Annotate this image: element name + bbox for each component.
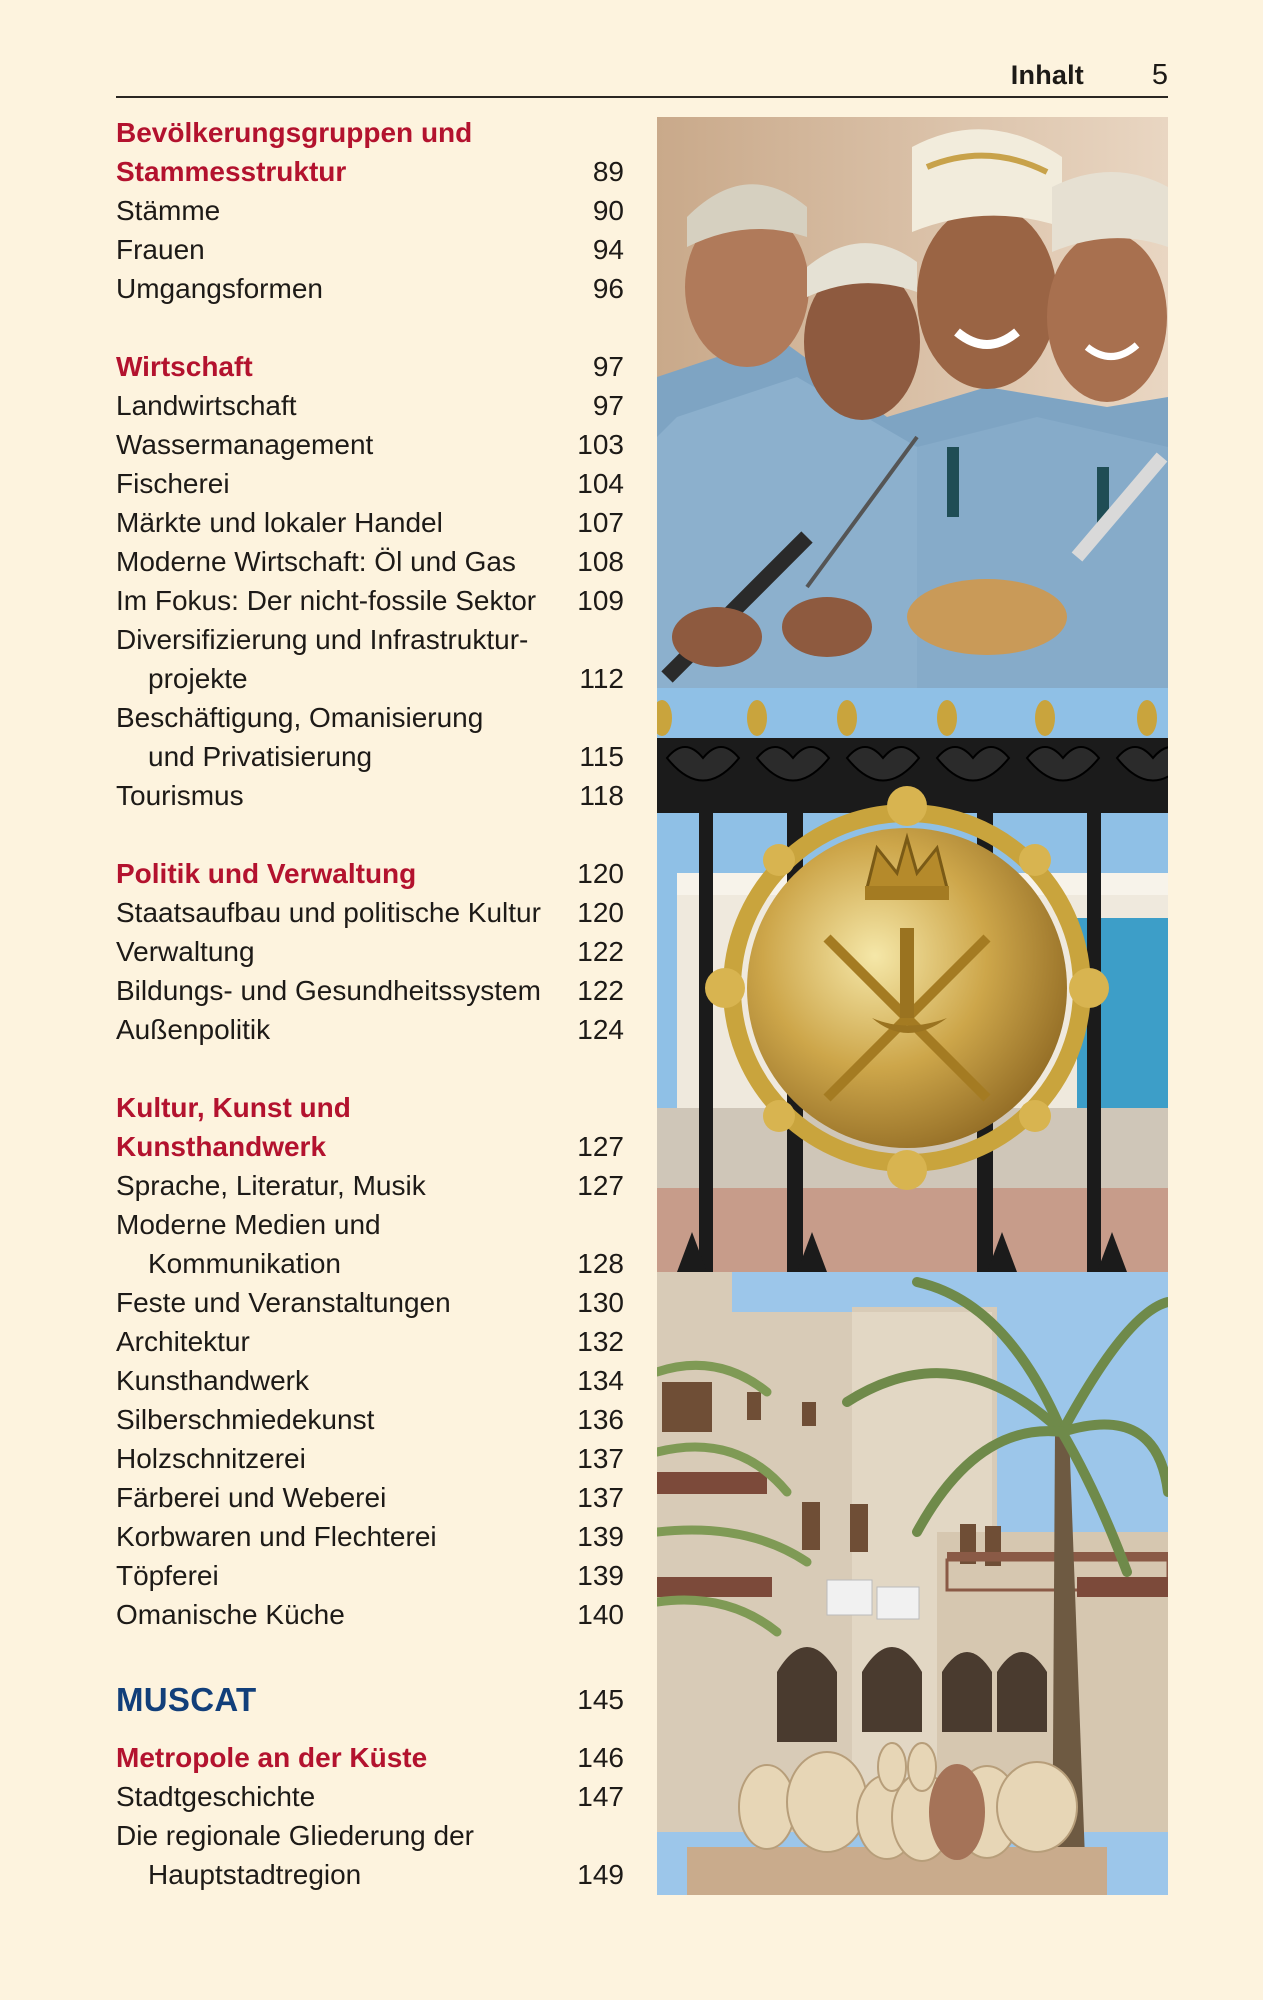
toc-entry[interactable]: Frauen 94 bbox=[116, 230, 624, 269]
toc-section-heading[interactable]: Stammesstruktur 89 bbox=[116, 152, 624, 191]
toc-entry[interactable]: Märkte und lokaler Handel 107 bbox=[116, 503, 624, 542]
toc-section-heading[interactable]: Politik und Verwaltung 120 bbox=[116, 854, 624, 893]
section-gap bbox=[116, 1634, 624, 1674]
running-head-title: Inhalt bbox=[1010, 60, 1084, 90]
toc-entry[interactable]: Architektur 132 bbox=[116, 1322, 624, 1361]
toc-entry[interactable]: Tourismus 118 bbox=[116, 776, 624, 815]
toc-section-heading[interactable]: Bevölkerungsgruppen und bbox=[116, 117, 473, 148]
section-gap bbox=[116, 308, 624, 347]
toc-page-number: 134 bbox=[577, 1365, 624, 1396]
toc-entry[interactable]: Moderne Medien und bbox=[116, 1209, 381, 1240]
toc-entry-continuation[interactable]: und Privatisierung 115 bbox=[116, 737, 624, 776]
toc-page-number: 146 bbox=[577, 1742, 624, 1773]
toc-page-number: 120 bbox=[577, 897, 624, 928]
toc-entry[interactable]: Stämme 90 bbox=[116, 191, 624, 230]
toc-page-number: 103 bbox=[577, 429, 624, 460]
toc-page-number: 128 bbox=[577, 1248, 624, 1279]
photo-omani-men bbox=[657, 117, 1168, 688]
toc-entry[interactable]: Umgangsformen 96 bbox=[116, 269, 624, 308]
toc-entry[interactable]: Fischerei 104 bbox=[116, 464, 624, 503]
toc-entry[interactable]: Feste und Veranstaltungen 130 bbox=[116, 1283, 624, 1322]
photo-palace-gate-emblem bbox=[657, 688, 1168, 1272]
toc-page-number: 140 bbox=[577, 1599, 624, 1630]
table-of-contents bbox=[116, 113, 624, 1894]
photo-gate-illustration bbox=[657, 688, 1168, 1272]
toc-page-number: 96 bbox=[592, 273, 624, 304]
toc-entry[interactable]: Omanische Küche 140 bbox=[116, 1595, 624, 1634]
toc-section-heading[interactable]: Metropole an der Küste 146 bbox=[116, 1738, 624, 1777]
toc-page-number: 89 bbox=[592, 156, 624, 187]
toc-entry[interactable]: Stadtgeschichte 147 bbox=[116, 1777, 624, 1816]
page-number: 5 bbox=[1151, 59, 1168, 91]
toc-entry-continuation[interactable]: projekte 112 bbox=[116, 659, 624, 698]
toc-page-number: 107 bbox=[577, 507, 624, 538]
toc-entry[interactable]: Färberei und Weberei 137 bbox=[116, 1478, 624, 1517]
toc-entry[interactable]: Staatsaufbau und politische Kultur 120 bbox=[116, 893, 624, 932]
toc-entry[interactable]: Die regionale Gliederung der bbox=[116, 1820, 474, 1851]
toc-page-number: 118 bbox=[579, 780, 624, 811]
toc-page-number: 147 bbox=[577, 1781, 624, 1812]
toc-entry[interactable]: Korbwaren und Flechterei 139 bbox=[116, 1517, 624, 1556]
toc-page-number: 90 bbox=[592, 195, 624, 226]
toc-entry[interactable]: Im Fokus: Der nicht-fossile Sektor 109 bbox=[116, 581, 624, 620]
toc-page-number: 139 bbox=[577, 1521, 624, 1552]
photo-souq-illustration bbox=[657, 1272, 1168, 1895]
toc-entry[interactable]: Holzschnitzerei 137 bbox=[116, 1439, 624, 1478]
toc-page-number: 127 bbox=[577, 1170, 624, 1201]
toc-page-number: 145 bbox=[577, 1684, 624, 1715]
toc-page-number: 137 bbox=[577, 1482, 624, 1513]
toc-page-number: 149 bbox=[577, 1859, 624, 1890]
toc-page-number: 124 bbox=[577, 1014, 624, 1045]
toc-page-number: 97 bbox=[592, 390, 624, 421]
toc-entry[interactable]: Außenpolitik 124 bbox=[116, 1010, 624, 1049]
toc-page-number: 122 bbox=[577, 975, 624, 1006]
toc-entry[interactable]: Diversifizierung und Infrastruktur- bbox=[116, 624, 529, 655]
toc-entry[interactable]: Landwirtschaft 97 bbox=[116, 386, 624, 425]
toc-entry[interactable]: Moderne Wirtschaft: Öl und Gas 108 bbox=[116, 542, 624, 581]
toc-entry[interactable]: Kunsthandwerk 134 bbox=[116, 1361, 624, 1400]
toc-page-number: 120 bbox=[577, 858, 624, 889]
toc-page-number: 115 bbox=[579, 741, 624, 772]
toc-page-number: 137 bbox=[577, 1443, 624, 1474]
toc-entry[interactable]: Verwaltung 122 bbox=[116, 932, 624, 971]
toc-entry-continuation[interactable]: Kommunikation 128 bbox=[116, 1244, 624, 1283]
toc-page-number: 112 bbox=[579, 663, 624, 694]
toc-entry[interactable]: Töpferei 139 bbox=[116, 1556, 624, 1595]
toc-section-heading[interactable]: Wirtschaft 97 bbox=[116, 347, 624, 386]
toc-entry[interactable]: Beschäftigung, Omanisierung bbox=[116, 702, 484, 733]
toc-page-number: 136 bbox=[577, 1404, 624, 1435]
section-gap bbox=[116, 815, 624, 854]
photo-men-illustration bbox=[657, 117, 1168, 688]
toc-section-heading[interactable]: Kunsthandwerk 127 bbox=[116, 1127, 624, 1166]
toc-page-number: 127 bbox=[577, 1131, 624, 1162]
toc-entry[interactable]: Bildungs- und Gesundheitssystem 122 bbox=[116, 971, 624, 1010]
section-gap bbox=[116, 1726, 624, 1738]
toc-page-number: 122 bbox=[577, 936, 624, 967]
toc-entry[interactable]: Silberschmiedekunst 136 bbox=[116, 1400, 624, 1439]
toc-part-heading[interactable]: MUSCAT 145 bbox=[116, 1674, 624, 1726]
toc-entry-continuation[interactable]: Hauptstadtregion 149 bbox=[116, 1855, 624, 1894]
toc-section-heading[interactable]: Kultur, Kunst und bbox=[116, 1092, 351, 1123]
toc-page-number: 132 bbox=[577, 1326, 624, 1357]
toc-page-number: 94 bbox=[592, 234, 624, 265]
toc-page-number: 130 bbox=[577, 1287, 624, 1318]
toc-page-number: 108 bbox=[577, 546, 624, 577]
toc-page-number: 109 bbox=[577, 585, 624, 616]
toc-page-number: 139 bbox=[577, 1560, 624, 1591]
toc-page-number: 97 bbox=[592, 351, 624, 382]
running-head bbox=[116, 56, 1168, 98]
photo-pottery-souq bbox=[657, 1272, 1168, 1895]
toc-page-number: 104 bbox=[577, 468, 624, 499]
toc-entry[interactable]: Sprache, Literatur, Musik 127 bbox=[116, 1166, 624, 1205]
section-gap bbox=[116, 1049, 624, 1088]
toc-entry[interactable]: Wassermanagement 103 bbox=[116, 425, 624, 464]
